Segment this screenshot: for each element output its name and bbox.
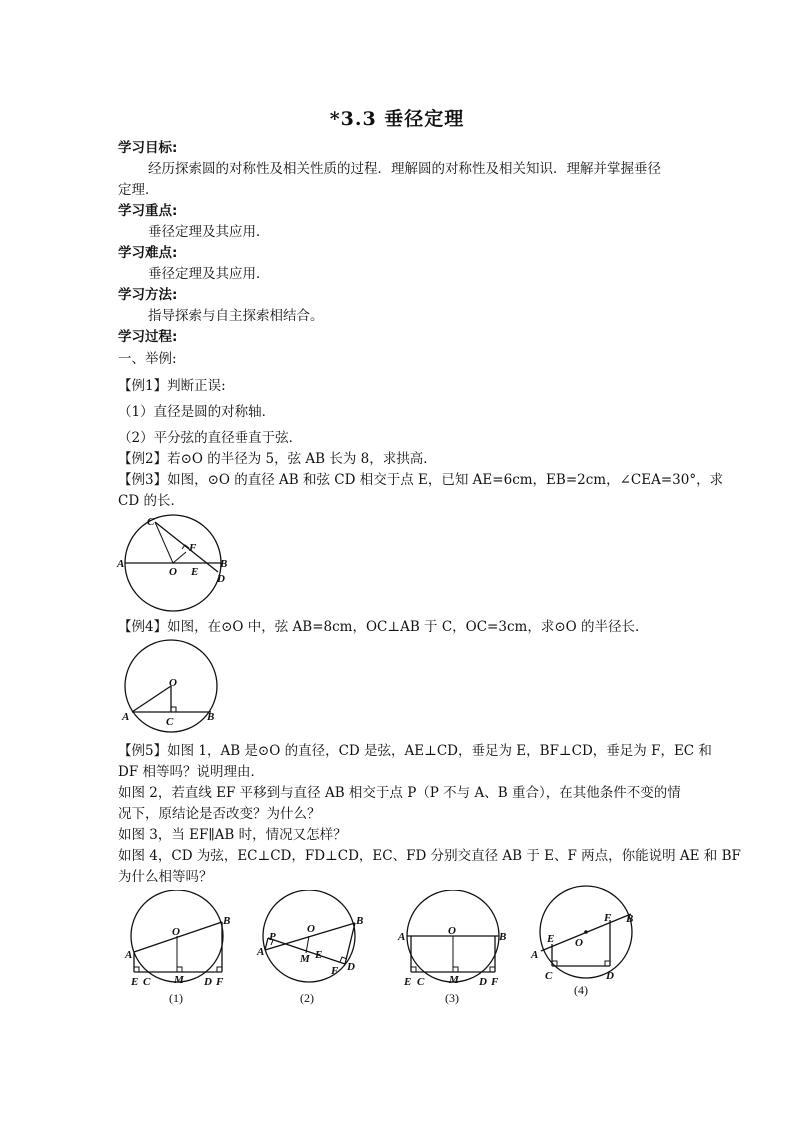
example5-text-line4: 况下，原结论是否改变？为什么？ xyxy=(118,806,321,822)
example5-figure-4 xyxy=(528,884,658,1004)
figure-3-caption: (3) xyxy=(445,991,459,1005)
label-o: O xyxy=(169,566,177,578)
label-m: M xyxy=(300,953,310,965)
example5-text-line5: 如图 3，当 EF∥AB 时，情况又怎样？ xyxy=(118,827,347,843)
label-c: C xyxy=(545,970,553,982)
label-m: M xyxy=(449,974,459,986)
label-d: D xyxy=(479,976,487,988)
label-a: A xyxy=(531,949,539,961)
label-c: C xyxy=(417,976,425,988)
label-d: D xyxy=(217,573,225,585)
label-a: A xyxy=(117,558,125,570)
figure-4-caption: (4) xyxy=(574,983,588,997)
example2-text: 【例2】若⊙O 的半径为 5，弦 AB 长为 8，求拱高． xyxy=(118,451,437,467)
label-f: F xyxy=(604,912,612,924)
key-text: 垂径定理及其应用． xyxy=(148,224,270,240)
label-d: D xyxy=(347,961,355,973)
label-c: C xyxy=(166,716,174,728)
example5-figure-1 xyxy=(122,890,242,1010)
label-b: B xyxy=(220,558,228,570)
method-text: 指导探索与自主探索相结合。 xyxy=(148,308,324,324)
label-c: C xyxy=(143,976,151,988)
example1-item-a: （1）直径是圆的对称轴． xyxy=(118,404,276,420)
example5-text-line2: DF 相等吗？说明理由． xyxy=(118,764,264,780)
example5-text-line7: 为什么相等吗？ xyxy=(118,869,213,885)
label-f: F xyxy=(491,976,499,988)
label-f: F xyxy=(189,542,197,554)
label-o: O xyxy=(172,926,180,938)
goal-text-line2: 定理． xyxy=(118,182,159,198)
example1-item-b: （2）平分弦的直径垂直于弦． xyxy=(118,430,303,446)
label-a: A xyxy=(257,946,265,958)
process-heading: 学习过程: xyxy=(118,329,178,345)
label-c: C xyxy=(147,516,155,528)
method-heading: 学习方法: xyxy=(118,287,178,303)
label-a: A xyxy=(122,711,130,723)
section-one-heading: 一、举例: xyxy=(118,351,177,367)
label-e: E xyxy=(315,949,323,961)
example3-text-line1: 【例3】如图，⊙O 的直径 AB 和弦 CD 相交于点 E，已知 AE=6cm，EB=2cm，∠CEA=30°，求 xyxy=(118,472,724,488)
label-b: B xyxy=(626,913,634,925)
label-e: E xyxy=(131,976,139,988)
example5-text-line1: 【例5】如图 1，AB 是⊙O 的直径，CD 是弦，AE⊥CD，垂足为 E，BF⊥CD，垂足为 F，EC 和 xyxy=(118,743,712,759)
key-heading: 学习重点: xyxy=(118,203,178,219)
label-b: B xyxy=(207,711,215,723)
page-title: *3.3 垂径定理 xyxy=(329,108,465,130)
label-d: D xyxy=(606,970,614,982)
label-e: E xyxy=(404,976,412,988)
goal-heading: 学习目标: xyxy=(118,140,178,156)
goal-text-line1: 经历探索圆的对称性及相关性质的过程．理解圆的对称性及相关知识．理解并掌握垂径 xyxy=(148,161,661,177)
label-a: A xyxy=(125,949,133,961)
example4-circle-figure xyxy=(115,638,225,738)
label-p: P xyxy=(269,931,276,943)
label-o: O xyxy=(448,925,456,937)
label-e: E xyxy=(191,566,199,578)
example5-figure-2 xyxy=(255,890,375,1010)
example1-prompt: 【例1】判断正误: xyxy=(118,378,226,394)
difficulty-heading: 学习难点: xyxy=(118,245,178,261)
example5-text-line3: 如图 2，若直线 EF 平移到与直径 AB 相交于点 P（P 不与 A、B 重合），在其他条件不变的情 xyxy=(118,785,681,801)
label-o: O xyxy=(307,923,315,935)
example3-text-line2: CD 的长． xyxy=(118,493,184,509)
label-b: B xyxy=(499,931,507,943)
example5-figure-3 xyxy=(397,890,517,1010)
label-f: F xyxy=(216,976,224,988)
label-b: B xyxy=(356,915,364,927)
label-a: A xyxy=(398,931,406,943)
example5-text-line6: 如图 4，CD 为弦，EC⊥CD，FD⊥CD，EC、FD 分别交直径 AB 于 E、F 两点，你能说明 AE 和 BF xyxy=(118,848,741,864)
difficulty-text: 垂径定理及其应用． xyxy=(148,266,270,282)
figure-2-caption: (2) xyxy=(300,991,314,1005)
label-o: O xyxy=(575,937,583,949)
example3-circle-figure xyxy=(115,512,235,612)
label-f: F xyxy=(331,965,339,977)
label-d: D xyxy=(204,976,212,988)
label-o: O xyxy=(169,677,177,689)
label-b: B xyxy=(223,915,231,927)
figure-1-caption: (1) xyxy=(169,991,183,1005)
label-m: M xyxy=(174,974,184,986)
example4-text: 【例4】如图，在⊙O 中，弦 AB=8cm，OC⊥AB 于 C，OC=3cm，求⊙O 的半径长． xyxy=(118,619,649,635)
label-e: E xyxy=(547,933,555,945)
